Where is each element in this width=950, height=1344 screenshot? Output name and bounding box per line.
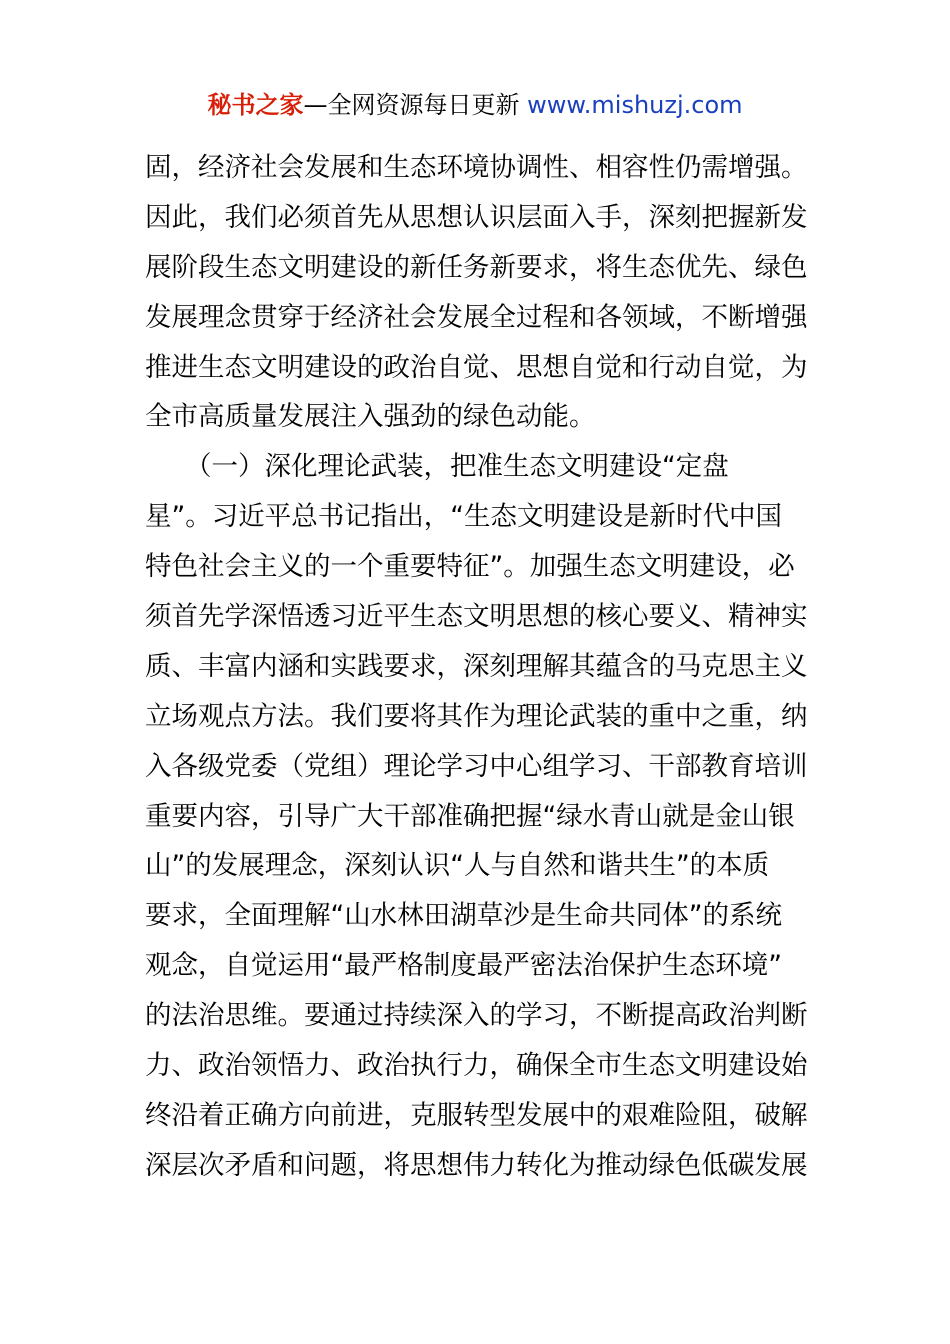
text-line: 深层次矛盾和问题，将思想伟力转化为推动绿色低碳发展 [145, 1149, 808, 1181]
text-line: 星”。习近平总书记指出，“生态文明建设是新时代中国 [145, 501, 782, 533]
text-line: 特色社会主义的一个重要特征”。加强生态文明建设，必 [145, 551, 795, 583]
text-line: 全市高质量发展注入强劲的绿色动能。 [145, 401, 596, 433]
text-line: 力、政治领悟力、政治执行力，确保全市生态文明建设始 [145, 1050, 808, 1082]
text-line: 观念，自觉运用“最严格制度最严密法治保护生态环境” [145, 950, 782, 982]
document-body [145, 143, 815, 1191]
text-line: 终沿着正确方向前进，克服转型发展中的艰难险阻，破解 [145, 1099, 808, 1131]
text-line: 展阶段生态文明建设的新任务新要求，将生态优先、绿色 [145, 251, 808, 283]
text-line: 山”的发展理念，深刻认识“人与自然和谐共生”的本质 [145, 850, 770, 882]
site-tagline: —全网资源每日更新 [303, 91, 528, 119]
text-line: 质、丰富内涵和实践要求，深刻理解其蕴含的马克思主义 [145, 650, 808, 682]
text-line: 须首先学深悟透习近平生态文明思想的核心要义、精神实 [145, 601, 808, 633]
text-line: 的法治思维。要通过持续深入的学习，不断提高政治判断 [145, 1000, 808, 1032]
site-url[interactable]: www.mishuzj.com [527, 91, 743, 119]
text-line: 发展理念贯穿于经济社会发展全过程和各领域，不断增强 [145, 301, 808, 333]
section-heading-line: （一）深化理论武装，把准生态文明建设“定盘 [185, 451, 729, 483]
text-line: 固，经济社会发展和生态环境协调性、相容性仍需增强。 [145, 152, 808, 183]
text-line: 要求，全面理解“山水林田湖草沙是生命共同体”的系统 [145, 900, 782, 932]
text-line: 重要内容，引导广大干部准确把握“绿水青山就是金山银 [145, 800, 795, 832]
text-line: 立场观点方法。我们要将其作为理论武装的重中之重，纳 [145, 700, 808, 732]
text-line: 因此，我们必须首先从思想认识层面入手，深刻把握新发 [145, 201, 808, 233]
site-brand: 秘书之家 [207, 91, 304, 119]
text-line: 入各级党委（党组）理论学习中心组学习、干部教育培训 [145, 750, 808, 782]
page-header [0, 88, 950, 122]
text-line: 推进生态文明建设的政治自觉、思想自觉和行动自觉，为 [145, 351, 808, 383]
